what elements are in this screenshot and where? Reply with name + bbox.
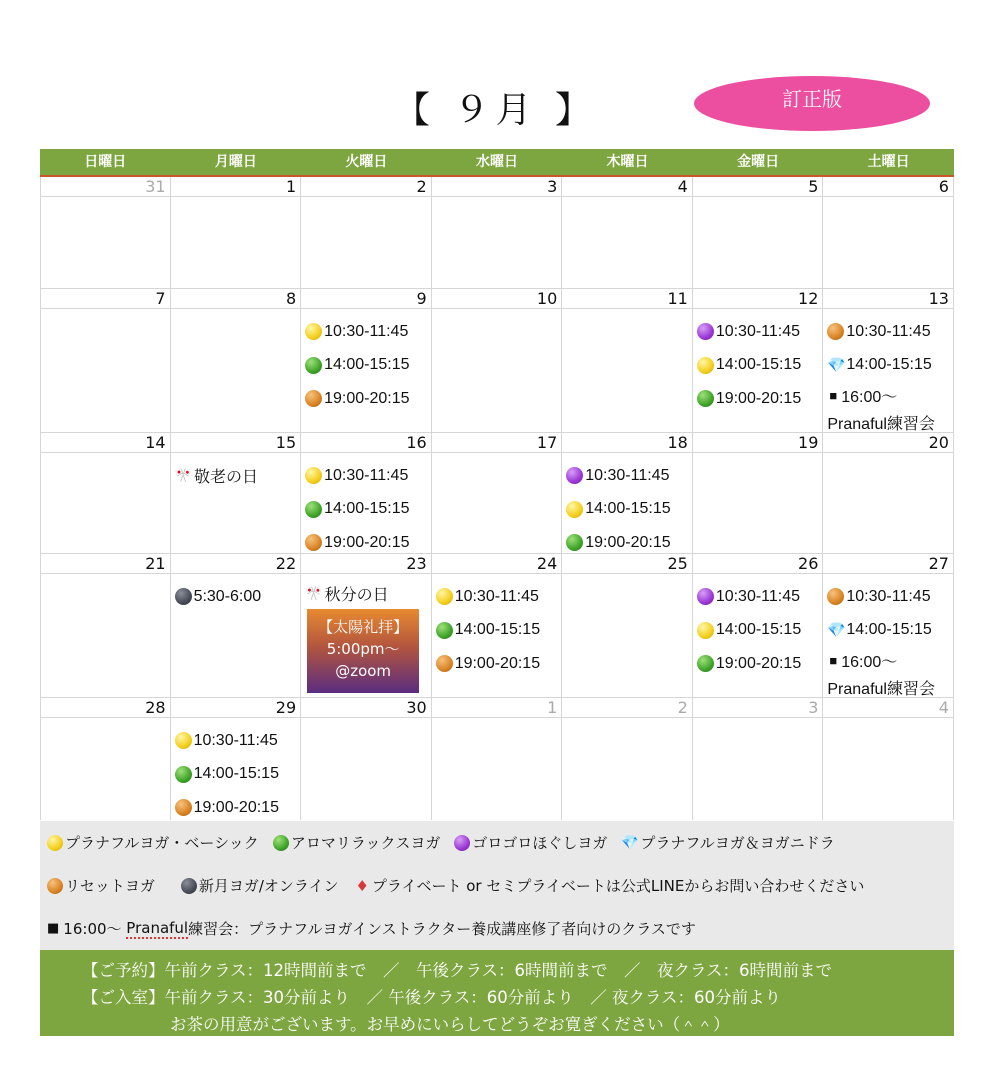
day-cell	[301, 289, 432, 432]
day-number: 8	[171, 289, 301, 309]
day-cell	[562, 554, 693, 697]
green-circle-icon	[566, 534, 583, 551]
green-circle-icon	[697, 390, 714, 407]
day-number: 16	[301, 433, 431, 453]
class-event: ■ 16:00〜	[829, 653, 898, 671]
day-number: 3	[693, 698, 823, 718]
green-circle-icon	[305, 357, 322, 374]
week-row	[40, 698, 954, 820]
purple-circle-icon	[697, 588, 714, 605]
day-number: 17	[432, 433, 562, 453]
new-moon-icon	[181, 878, 197, 894]
day-number: 31	[41, 177, 170, 197]
green-circle-icon	[175, 766, 192, 783]
yellow-circle-icon	[436, 588, 453, 605]
day-number: 20	[823, 433, 953, 453]
entry-line: 【ご入室】午前クラス：30分前より ／ 午後クラス：60分前より ／ 夜クラス：60分前より	[82, 988, 781, 1007]
day-number: 22	[171, 554, 301, 574]
day-number: 19	[693, 433, 823, 453]
weekday-mon: 月曜日	[214, 154, 257, 170]
class-event: 10:30-11:45	[436, 580, 562, 614]
weekday-sun: 日曜日	[84, 154, 127, 170]
legend-row	[47, 918, 710, 939]
weekday-fri: 金曜日	[737, 154, 780, 170]
class-event: 19:00-20:15	[566, 526, 692, 560]
class-event: 14:00-15:15	[697, 614, 823, 648]
day-cell	[171, 177, 302, 288]
class-event: 14:00-15:15	[305, 493, 431, 527]
weekday-header	[40, 149, 954, 177]
legend-item: ゴロゴロほぐしヨガ	[454, 832, 607, 853]
day-cell	[432, 289, 563, 432]
tea-line: お茶の用意がございます。お早めにいらしてどうぞお寛ぎください（＾＾）	[170, 1015, 730, 1034]
class-event: 19:00-20:15	[305, 382, 431, 416]
class-event: 10:30-11:45	[827, 315, 953, 349]
day-number: 21	[41, 554, 170, 574]
week-row	[40, 433, 954, 554]
day-number: 7	[41, 289, 170, 309]
gem-icon: 💎	[827, 622, 847, 640]
day-number: 25	[562, 554, 692, 574]
yellow-circle-icon	[697, 357, 714, 374]
class-event: 19:00-20:15	[436, 647, 562, 681]
purple-circle-icon	[454, 835, 470, 851]
class-event: 10:30-11:45	[566, 459, 692, 493]
day-cell	[40, 554, 171, 697]
day-number: 28	[41, 698, 170, 718]
class-event: 19:00-20:15	[697, 382, 823, 416]
orange-circle-icon	[827, 588, 844, 605]
day-cell	[432, 433, 563, 553]
day-cell	[823, 177, 954, 288]
class-event-label: Pranaful練習会	[827, 415, 935, 433]
green-circle-icon	[436, 622, 453, 639]
day-cell	[301, 698, 432, 820]
flag-icon: 🎌	[305, 585, 323, 601]
class-event: 💎 14:00-15:15	[827, 356, 932, 375]
day-cell	[823, 289, 954, 432]
green-circle-icon	[697, 655, 714, 672]
day-cell	[40, 289, 171, 432]
yellow-circle-icon	[47, 835, 63, 851]
class-event: 19:00-20:15	[697, 647, 823, 681]
yellow-circle-icon	[566, 501, 583, 518]
class-event: 19:00-20:15	[305, 526, 431, 560]
class-event: 14:00-15:15	[175, 758, 301, 792]
day-number: 3	[432, 177, 562, 197]
class-event: ■ 16:00〜	[829, 388, 898, 406]
yellow-circle-icon	[175, 732, 192, 749]
page-title: 【 ９月 】	[394, 90, 597, 131]
day-cell	[171, 698, 302, 820]
day-cell	[693, 289, 824, 432]
gem-icon: 💎	[827, 357, 847, 375]
day-cell	[432, 554, 563, 697]
holiday-label: 🎌 秋分の日	[305, 585, 389, 604]
black-square-icon: ■	[829, 653, 838, 668]
class-event: 10:30-11:45	[697, 315, 823, 349]
day-number: 4	[823, 698, 953, 718]
day-cell	[301, 433, 432, 553]
week-row	[40, 177, 954, 289]
legend-item: プラナフルヨガ・ベーシック	[47, 832, 259, 853]
class-event: 10:30-11:45	[305, 459, 431, 493]
flag-icon: 🎌	[174, 467, 192, 484]
red-diamond-icon: ♦	[355, 876, 369, 895]
class-event: 14:00-15:15	[566, 493, 692, 527]
legend-row	[47, 832, 849, 853]
day-number: 1	[432, 698, 562, 718]
day-cell	[301, 177, 432, 288]
day-number: 5	[693, 177, 823, 197]
weekday-thu: 木曜日	[606, 154, 649, 170]
day-cell	[171, 289, 302, 432]
day-cell	[693, 698, 824, 820]
day-cell	[562, 289, 693, 432]
orange-circle-icon	[436, 655, 453, 672]
day-number: 6	[823, 177, 953, 197]
day-cell	[432, 177, 563, 288]
class-event: 14:00-15:15	[305, 349, 431, 383]
day-cell	[171, 554, 302, 697]
weekday-wed: 水曜日	[475, 154, 518, 170]
yellow-circle-icon	[305, 467, 322, 484]
day-number: 13	[823, 289, 953, 309]
class-event: 10:30-11:45	[175, 724, 301, 758]
legend-item: ■ 16:00〜 Pranaful 練習会：プラナフルヨガインストラクター養成講座修了者向けのクラスです	[47, 918, 696, 938]
legend-item: 新月ヨガ/オンライン	[181, 875, 339, 896]
day-cell	[40, 698, 171, 820]
class-event: 19:00-20:15	[175, 791, 301, 825]
day-cell	[301, 554, 432, 697]
day-cell	[823, 698, 954, 820]
weekday-tue: 火曜日	[345, 154, 388, 170]
day-cell	[823, 433, 954, 553]
calendar	[40, 149, 954, 820]
day-number: 14	[41, 433, 170, 453]
day-number: 15	[171, 433, 301, 453]
day-number: 29	[171, 698, 301, 718]
footer-notice	[40, 950, 954, 1036]
revised-badge: 訂正版	[694, 76, 930, 131]
day-number: 27	[823, 554, 953, 574]
day-number: 10	[432, 289, 562, 309]
day-number: 2	[562, 698, 692, 718]
day-number: 30	[301, 698, 431, 718]
class-event: 10:30-11:45	[305, 315, 431, 349]
orange-circle-icon	[305, 534, 322, 551]
day-number: 2	[301, 177, 431, 197]
week-row	[40, 289, 954, 433]
day-number: 11	[562, 289, 692, 309]
week-row	[40, 554, 954, 698]
day-cell	[40, 177, 171, 288]
gem-icon: 💎	[621, 834, 639, 851]
reservation-line: 【ご予約】午前クラス：12時間前まで ／ 午後クラス：6時間前まで ／ 夜クラス：6時間前まで	[82, 961, 833, 980]
class-event-label: Pranaful練習会	[827, 680, 935, 698]
yellow-circle-icon	[305, 323, 322, 340]
orange-circle-icon	[47, 878, 63, 894]
day-cell	[693, 554, 824, 697]
day-cell	[562, 177, 693, 288]
legend-item: アロマリラックスヨガ	[273, 832, 441, 853]
weekday-sat: 土曜日	[867, 154, 910, 170]
day-number: 1	[171, 177, 301, 197]
orange-circle-icon	[827, 323, 844, 340]
class-event: 14:00-15:15	[436, 614, 562, 648]
green-circle-icon	[273, 835, 289, 851]
class-event: 10:30-11:45	[697, 580, 823, 614]
day-cell	[562, 698, 693, 820]
day-cell	[432, 698, 563, 820]
orange-circle-icon	[175, 799, 192, 816]
sun-salutation-event: 【太陽礼拝】 5:00pm〜 @zoom	[307, 609, 419, 693]
day-number: 18	[562, 433, 692, 453]
day-number: 9	[301, 289, 431, 309]
day-number: 4	[562, 177, 692, 197]
day-number: 26	[693, 554, 823, 574]
day-cell	[693, 433, 824, 553]
class-event: 5:30-6:00	[175, 580, 301, 614]
legend-item: ♦ プライベート or セミプライベートは公式LINEからお問い合わせください	[355, 876, 865, 895]
green-circle-icon	[305, 501, 322, 518]
black-square-icon: ■	[829, 388, 838, 403]
class-event: 10:30-11:45	[827, 580, 953, 614]
legend-item: 💎 プラナフルヨガ＆ヨガニドラ	[621, 834, 835, 852]
black-square-icon: ■	[47, 921, 60, 936]
orange-circle-icon	[305, 390, 322, 407]
day-number: 24	[432, 554, 562, 574]
day-number: 23	[301, 554, 431, 574]
day-cell	[562, 433, 693, 553]
day-cell	[693, 177, 824, 288]
new-moon-icon	[175, 588, 192, 605]
holiday-label: 🎌 敬老の日	[174, 467, 259, 487]
day-number: 12	[693, 289, 823, 309]
legend	[40, 821, 954, 950]
class-event: 💎 14:00-15:15	[827, 621, 932, 640]
class-event: 14:00-15:15	[697, 349, 823, 383]
legend-item: リセットヨガ	[47, 875, 155, 896]
day-cell	[40, 433, 171, 553]
purple-circle-icon	[697, 323, 714, 340]
day-cell	[171, 433, 302, 553]
yellow-circle-icon	[697, 622, 714, 639]
legend-row	[47, 875, 878, 896]
day-cell	[823, 554, 954, 697]
purple-circle-icon	[566, 467, 583, 484]
